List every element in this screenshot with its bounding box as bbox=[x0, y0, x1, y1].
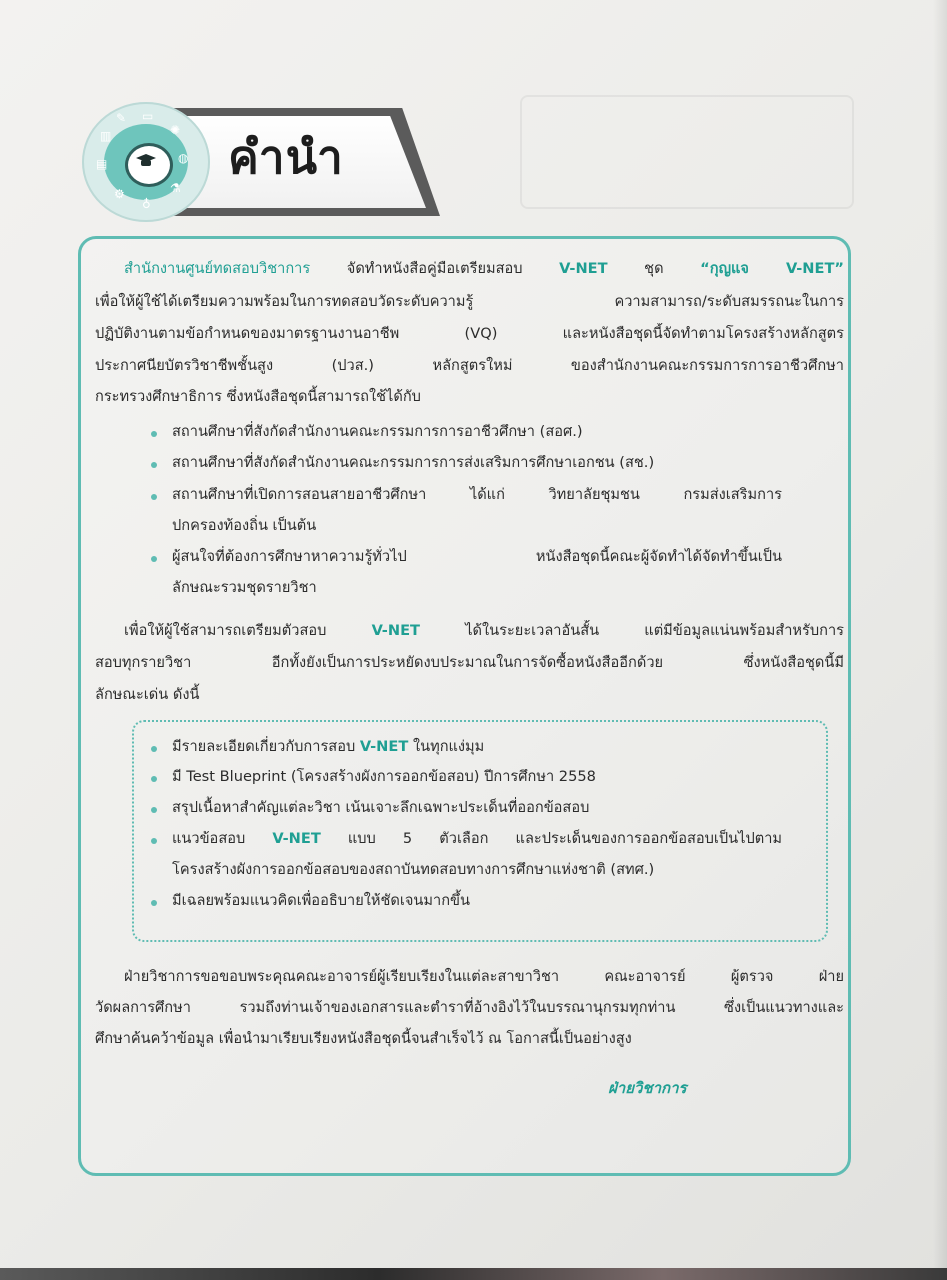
series-name: “กุญแจ V-NET” bbox=[700, 260, 844, 277]
beaker-icon: ♁ bbox=[142, 197, 151, 211]
bullet-icon bbox=[151, 900, 157, 906]
bullet-icon bbox=[151, 746, 157, 752]
list-item-continuation: ลักษณะรวมชุดรายวิชา bbox=[172, 579, 317, 596]
page-bottom-edge bbox=[0, 1268, 947, 1280]
show-through-frame bbox=[520, 95, 854, 209]
bullet-icon bbox=[151, 431, 157, 437]
globe-icon: ◍ bbox=[178, 151, 189, 165]
list-item: ผู้สนใจที่ต้องการศึกษาหาความรู้ทั่วไป หนังสือชุดนี้คณะผู้จัดทำได้จัดทำขึ้นเป็น bbox=[172, 548, 782, 565]
list-item: สรุปเนื้อหาสำคัญแต่ละวิชา เน้นเจาะลึกเฉพาะประเด็นที่ออกข้อสอบ bbox=[172, 799, 590, 816]
para3-line-3: ศึกษาค้นคว้าข้อมูล เพื่อนำมาเรียบเรียงหนังสือชุดนี้จนสำเร็จไว้ ณ โอกาสนี้เป็นอย่างสูง bbox=[95, 1030, 632, 1047]
bullet-icon bbox=[151, 776, 157, 782]
list-item: มี Test Blueprint (โครงสร้างผังการออกข้อสอบ) ปีการศึกษา 2558 bbox=[172, 768, 596, 785]
para2-line-2: สอบทุกรายวิชา อีกทั้งยังเป็นการประหยัดงบประมาณในการจัดซื้อหนังสืออีกด้วย ซึ่งหนังสือชุดนี้มี bbox=[95, 654, 844, 671]
list-item: มีเฉลยพร้อมแนวคิดเพื่ออธิบายให้ชัดเจนมากขึ้น bbox=[172, 892, 471, 909]
intro-line-1: สำนักงานศูนย์ทดสอบวิชาการ จัดทำหนังสือคู่มือเตรียมสอบ V-NET ชุด “กุญแจ V-NET” bbox=[124, 260, 844, 277]
list-item: สถานศึกษาที่เปิดการสอนสายอาชีวศึกษา ได้แก่ วิทยาลัยชุมชน กรมส่งเสริมการ bbox=[172, 486, 782, 503]
monitor-icon: ▭ bbox=[142, 109, 154, 123]
atom-icon: ✺ bbox=[170, 123, 181, 137]
list-item: สถานศึกษาที่สังกัดสำนักงานคณะกรรมการการอาชีวศึกษา (สอศ.) bbox=[172, 423, 583, 440]
graduation-cap-icon bbox=[136, 154, 156, 168]
list-item-continuation: ปกครองท้องถิ่น เป็นต้น bbox=[172, 517, 317, 534]
organization-name: สำนักงานศูนย์ทดสอบวิชาการ bbox=[124, 260, 311, 277]
intro-line-4: ประกาศนียบัตรวิชาชีพชั้นสูง (ปวส.) หลักสูตรใหม่ ของสำนักงานคณะกรรมการการอาชีวศึกษา bbox=[95, 357, 844, 374]
list-item: แนวข้อสอบ V-NET แบบ 5 ตัวเลือก และประเด็นของการออกข้อสอบเป็นไปตาม bbox=[172, 830, 782, 847]
gear-icon: ⚙ bbox=[114, 187, 125, 201]
book-icon: ▤ bbox=[96, 157, 108, 171]
pencil-icon: ✎ bbox=[116, 111, 127, 125]
signoff: ฝ่ายวิชาการ bbox=[608, 1079, 687, 1097]
list-item: มีรายละเอียดเกี่ยวกับการสอบ V-NET ในทุกแง่มุม bbox=[172, 738, 485, 755]
bullet-icon bbox=[151, 807, 157, 813]
para2-line-1: เพื่อให้ผู้ใช้สามารถเตรียมตัวสอบ V-NET ได้ในระยะเวลาอันสั้น แต่มีข้อมูลแน่นพร้อมสำหรับการ bbox=[124, 622, 844, 639]
flask-icon: ⚗ bbox=[170, 181, 181, 195]
para3-line-1: ฝ่ายวิชาการขอขอบพระคุณคณะอาจารย์ผู้เรียบเรียงในแต่ละสาขาวิชา คณะอาจารย์ ผู้ตรวจ ฝ่าย bbox=[124, 968, 844, 985]
bullet-icon bbox=[151, 494, 157, 500]
intro-line-3: ปฏิบัติงานตามข้อกำหนดของมาตรฐานงานอาชีพ (VQ) และหนังสือชุดนี้จัดทำตามโครงสร้างหลักสูตร bbox=[95, 325, 844, 342]
list-item-continuation: โครงสร้างผังการออกข้อสอบของสถาบันทดสอบทางการศึกษาแห่งชาติ (สทศ.) bbox=[172, 861, 655, 878]
page-edge-shadow bbox=[933, 0, 947, 1268]
education-emblem-icon bbox=[82, 102, 210, 222]
para2-line-3: ลักษณะเด่น ดังนี้ bbox=[95, 686, 200, 703]
list-item: สถานศึกษาที่สังกัดสำนักงานคณะกรรมการการส่งเสริมการศึกษาเอกชน (สช.) bbox=[172, 454, 655, 471]
intro-line-2: เพื่อให้ผู้ใช้ได้เตรียมความพร้อมในการทดสอบวัดระดับความรู้ ความสามารถ/ระดับสมรรถนะในการ bbox=[95, 293, 844, 310]
page-title: คำนำ bbox=[228, 130, 344, 184]
bullet-icon bbox=[151, 838, 157, 844]
bullet-icon bbox=[151, 556, 157, 562]
intro-line-5: กระทรวงศึกษาธิการ ซึ่งหนังสือชุดนี้สามารถใช้ได้กับ bbox=[95, 388, 421, 405]
bullet-icon bbox=[151, 462, 157, 468]
ruler-icon: ▥ bbox=[100, 129, 112, 143]
para3-line-2: วัดผลการศึกษา รวมถึงท่านเจ้าของเอกสารและตำราที่อ้างอิงไว้ในบรรณานุกรมทุกท่าน ซึ่งเป็นแนวทางและ bbox=[95, 999, 844, 1016]
